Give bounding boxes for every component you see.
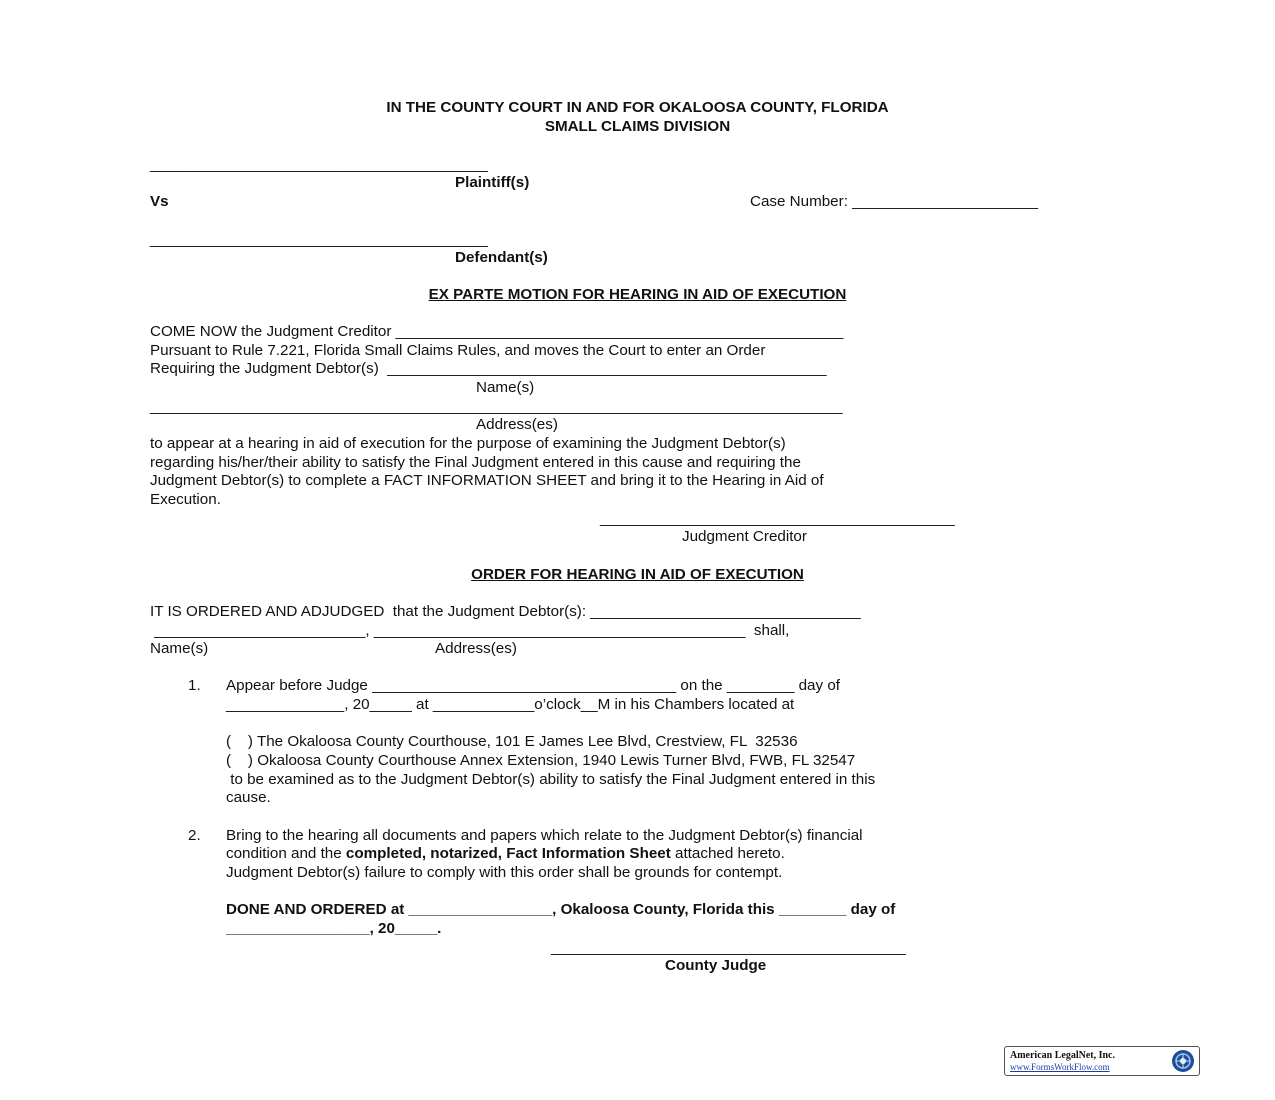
motion-line-1: COME NOW the Judgment Creditor _____________________________________________________ [150,323,844,340]
american-legalnet-logo[interactable] [1004,1046,1200,1076]
order-line-1: IT IS ORDERED AND ADJUDGED that the Judgment Debtor(s): ________________________________ [150,603,861,620]
globe-icon [1171,1049,1195,1073]
judge-signature-label: County Judge [665,957,767,974]
defendant-line: ________________________________________ [150,231,488,248]
names-label: Name(s) [476,379,535,396]
order-address-label: Address(es) [435,640,517,657]
address-label: Address(es) [476,416,558,433]
division-title: SMALL CLAIMS DIVISION [544,118,731,135]
judge-signature-line: __________________________________________ [551,939,906,956]
order-names-label: Name(s) [150,640,209,657]
motion-line-2: Pursuant to Rule 7.221, Florida Small Claims Rules, and moves the Court to enter an Order [150,342,766,359]
plaintiff-label: Plaintiff(s) [455,174,530,191]
item-1-line-1: Appear before Judge ____________________________________ on the ________ day of [226,677,840,694]
item-1-number: 1. [188,677,201,694]
item-2-line-2 [226,845,785,863]
creditor-signature-label: Judgment Creditor [682,528,807,545]
motion-title: EX PARTE MOTION FOR HEARING IN AID OF EXECUTION [428,286,847,303]
examined-line-1: to be examined as to the Judgment Debtor(s) ability to satisfy the Final Judgment entered in this [226,771,876,788]
defendant-label: Defendant(s) [455,249,548,266]
order-line-2: _________________________, ____________________________________________ shall, [150,622,790,639]
logo-company-name: American LegalNet, Inc. [1010,1050,1115,1061]
motion-line-3: Requiring the Judgment Debtor(s) ____________________________________________________ [150,360,827,377]
item-2-number: 2. [188,827,201,844]
address-line: __________________________________________________________________________________ [150,398,843,415]
item-2-line-1: Bring to the hearing all documents and papers which relate to the Judgment Debtor(s) financial [226,827,863,844]
case-number-field: Case Number: ______________________ [750,193,1038,210]
done-ordered-line-1: DONE AND ORDERED at _________________, Okaloosa County, Florida this ________ day of [226,901,896,918]
motion-para-1: to appear at a hearing in aid of execution for the purpose of examining the Judgment Debtor(s) [150,435,786,452]
logo-url-link[interactable]: www.FormsWorkFlow.com [1010,1062,1110,1072]
location-option-1: ( ) The Okaloosa County Courthouse, 101 E James Lee Blvd, Crestview, FL 32536 [226,733,798,750]
order-title: ORDER FOR HEARING IN AID OF EXECUTION [471,566,804,583]
item-2-line-3: Judgment Debtor(s) failure to comply with this order shall be grounds for contempt. [226,864,783,881]
item-2-line-2-post: attached hereto. [670,845,785,862]
item-1-line-2: ______________, 20_____ at ____________o’clock__M in his Chambers located at [226,696,795,713]
court-title: IN THE COUNTY COURT IN AND FOR OKALOOSA COUNTY, FLORIDA [386,99,889,116]
vs-label: Vs [150,193,169,210]
examined-line-2: cause. [226,789,271,806]
motion-para-3: Judgment Debtor(s) to complete a FACT INFORMATION SHEET and bring it to the Hearing in Aid of [150,472,824,489]
done-ordered-line-2: _________________, 20_____. [226,920,442,937]
fact-sheet-emphasis: completed, notarized, Fact Information Sheet [345,845,671,862]
creditor-signature-line: __________________________________________ [600,510,955,527]
motion-para-4: Execution. [150,491,221,508]
location-option-2: ( ) Okaloosa County Courthouse Annex Extension, 1940 Lewis Turner Blvd, FWB, FL 32547 [226,752,856,769]
motion-para-2: regarding his/her/their ability to satisfy the Final Judgment entered in this cause and requiring the [150,454,801,471]
item-2-line-2-pre: condition and the [226,845,346,862]
plaintiff-line: ________________________________________ [150,156,488,173]
